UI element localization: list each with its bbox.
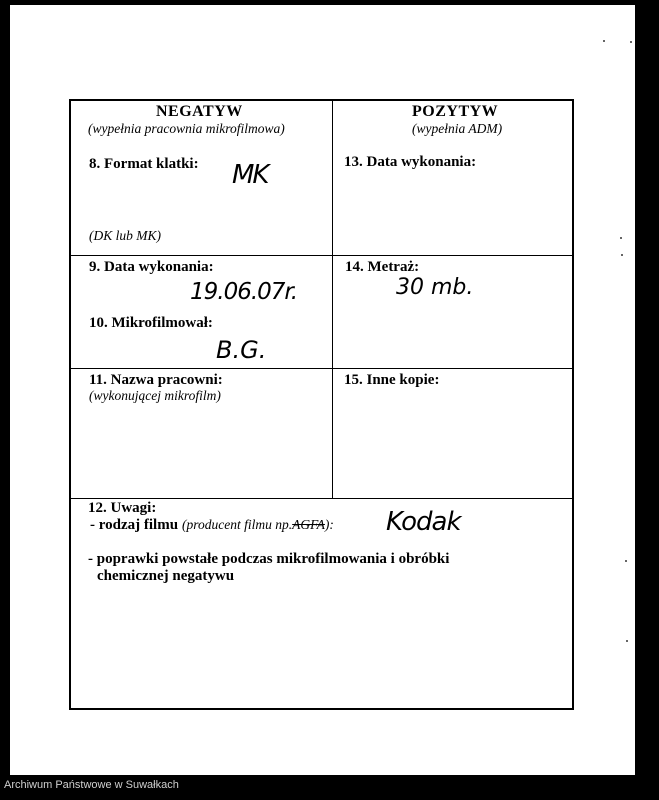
pozytyw-data-label: 13. Data wykonania: bbox=[344, 154, 477, 170]
uwagi-label: 12. Uwagi: bbox=[88, 500, 157, 516]
format-klatki-value: MK bbox=[232, 160, 268, 190]
pozytyw-subtitle: (wypełnia ADM) bbox=[412, 121, 503, 136]
nazwa-pracowni-label: 11. Nazwa pracowni: bbox=[89, 372, 223, 388]
rodzaj-filmu-line bbox=[90, 516, 334, 534]
rodzaj-filmu-value: Kodak bbox=[386, 507, 461, 537]
format-klatki-note: (DK lub MK) bbox=[89, 228, 161, 243]
data-wykonania-value: 19.06.07r. bbox=[190, 279, 298, 305]
rodzaj-filmu-label: - rodzaj filmu bbox=[90, 517, 179, 533]
negatyw-subtitle: (wypełnia pracownia mikrofilmowa) bbox=[88, 121, 285, 136]
pozytyw-title: POZYTYW bbox=[412, 103, 499, 120]
row-divider-1 bbox=[69, 255, 574, 256]
nazwa-pracowni-note: (wykonującej mikrofilm) bbox=[89, 388, 221, 403]
data-wykonania-label: 9. Data wykonania: bbox=[89, 259, 214, 275]
microfilm-form bbox=[69, 99, 574, 710]
negatyw-title: NEGATYW bbox=[156, 103, 243, 120]
archive-footer bbox=[0, 775, 659, 800]
column-divider bbox=[332, 99, 333, 499]
mikrofilmowal-value: B.G. bbox=[216, 336, 267, 364]
metraz-value: 30 mb. bbox=[396, 275, 474, 300]
format-klatki-label: 8. Format klatki: bbox=[89, 156, 199, 172]
poprawki-line-2: chemicznej negatywu bbox=[97, 568, 235, 584]
producent-note-struck: AGFA bbox=[292, 517, 325, 532]
metraz-label: 14. Metraż: bbox=[345, 259, 420, 275]
mikrofilmowal-label: 10. Mikrofilmował: bbox=[89, 315, 213, 331]
inne-kopie-label: 15. Inne kopie: bbox=[344, 372, 440, 388]
row-divider-2 bbox=[69, 368, 574, 369]
producent-note-suffix: ): bbox=[324, 517, 334, 532]
producent-note-prefix: (producent filmu np. bbox=[182, 517, 293, 532]
poprawki-line-1: - poprawki powstałe podczas mikrofilmowania i obróbki bbox=[88, 551, 450, 567]
row-divider-3 bbox=[69, 498, 574, 499]
archive-watermark: Archiwum Państwowe w Suwałkach bbox=[4, 779, 179, 791]
